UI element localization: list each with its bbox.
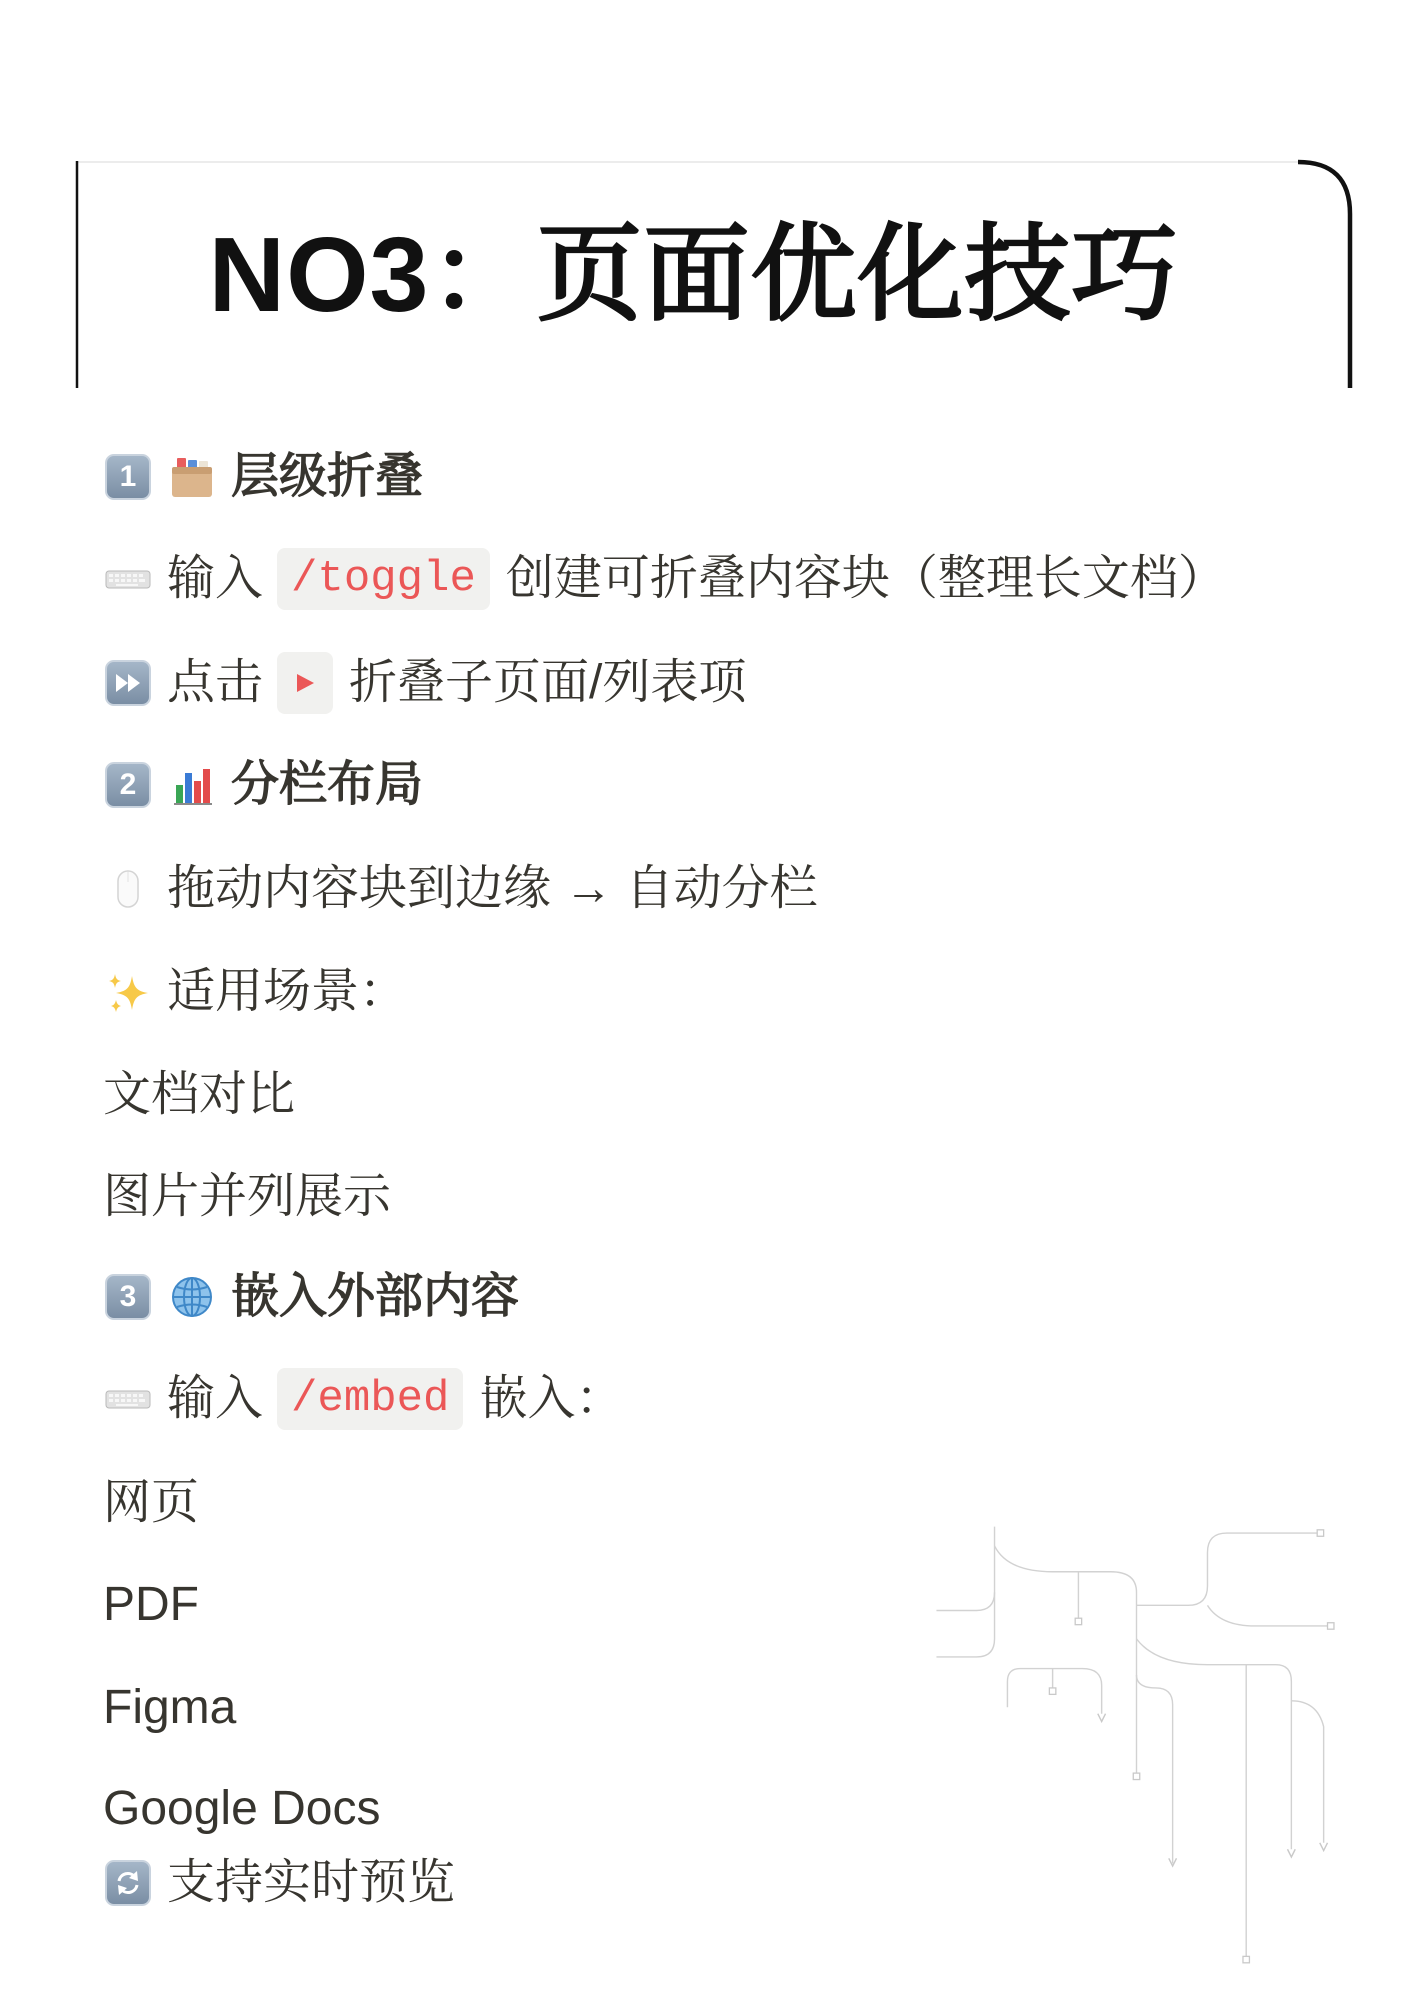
- card-index-dividers-icon: [167, 452, 217, 502]
- toggle-tip-prefix: 输入: [167, 552, 264, 605]
- embed-target-text: 网页: [103, 1476, 200, 1529]
- refresh-icon: [103, 1858, 153, 1908]
- embed-target-text: Figma: [103, 1681, 237, 1734]
- embed-tip-suffix: 嵌入：: [479, 1372, 624, 1425]
- embed-target-item: [103, 1573, 199, 1637]
- page-title: NO3：页面优化技巧: [208, 216, 1179, 334]
- scenario-item: [103, 1063, 295, 1127]
- section-3-heading: [103, 1265, 519, 1329]
- scenario-item-text: 文档对比: [103, 1068, 296, 1121]
- click-tip: [103, 651, 746, 715]
- keycap-number: 3: [105, 1274, 151, 1320]
- embed-target-item: [103, 1777, 380, 1841]
- scenarios-label-row: [103, 960, 407, 1024]
- toggle-tip: [103, 547, 1226, 611]
- keycap-2-icon: [103, 760, 153, 810]
- keycap-number: 1: [105, 454, 151, 500]
- toggle-triangle-chip: [277, 652, 333, 714]
- embed-code-chip: /embed: [277, 1368, 463, 1430]
- keycap-number: 2: [105, 762, 151, 808]
- scenario-item: [103, 1165, 391, 1229]
- section-heading-text: 层级折叠: [231, 450, 424, 503]
- drag-tip: [103, 857, 818, 921]
- globe-icon: [167, 1272, 217, 1322]
- keycap-3-icon: [103, 1272, 153, 1322]
- scenario-item-text: 图片并列展示: [103, 1170, 392, 1223]
- embed-target-item: [103, 1676, 236, 1740]
- toggle-code-chip: /toggle: [277, 548, 490, 610]
- click-tip-prefix: 点击: [167, 656, 264, 709]
- section-heading-text: 嵌入外部内容: [231, 1270, 520, 1323]
- scenarios-label: 适用场景：: [167, 965, 408, 1018]
- keyboard-icon: [103, 554, 153, 604]
- embed-target-text: Google Docs: [103, 1782, 381, 1835]
- toggle-tip-suffix: 创建可折叠内容块（整理长文档）: [505, 552, 1226, 605]
- preview-note-text: 支持实时预览: [167, 1856, 456, 1909]
- play-triangle-icon: [294, 672, 316, 694]
- drag-tip-text: 拖动内容块到边缘 → 自动分栏: [167, 862, 818, 915]
- embed-target-text: PDF: [103, 1578, 199, 1631]
- bar-chart-icon: [167, 760, 217, 810]
- circuit-decoration: [930, 1520, 1343, 1972]
- section-heading-text: 分栏布局: [231, 758, 424, 811]
- section-1-heading: [103, 445, 423, 509]
- embed-target-item: [103, 1471, 199, 1535]
- embed-tip: [103, 1367, 623, 1431]
- click-tip-suffix: 折叠子页面/列表项: [349, 656, 747, 709]
- preview-note: [103, 1851, 455, 1915]
- keyboard-icon: [103, 1374, 153, 1424]
- fast-forward-icon: [103, 658, 153, 708]
- embed-tip-prefix: 输入: [167, 1372, 264, 1425]
- sparkles-icon: [103, 967, 153, 1017]
- section-2-heading: [103, 753, 423, 817]
- mouse-icon: [103, 864, 153, 914]
- keycap-1-icon: [103, 452, 153, 502]
